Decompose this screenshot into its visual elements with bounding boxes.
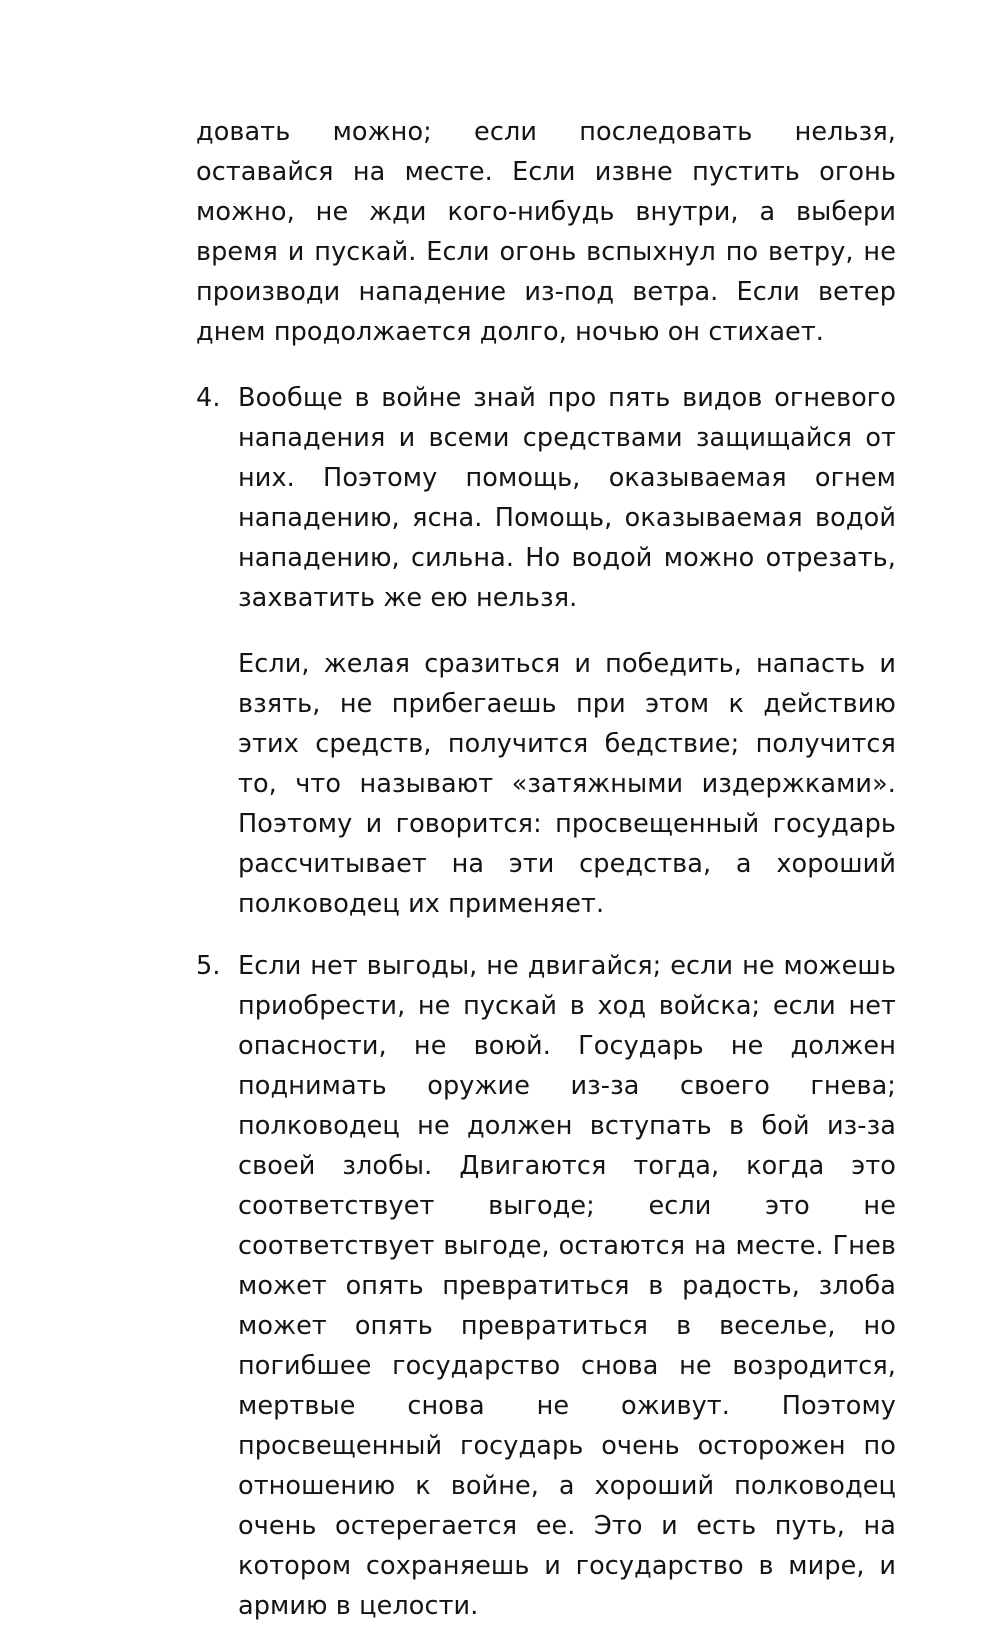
numbered-item-4 [196, 378, 896, 618]
numbered-item-5 [196, 946, 896, 1626]
list-marker: 5. [196, 951, 221, 981]
numbered-item-text: Если нет выгоды, не двигайся; если не можешь приобрести, не пускай в ход войска; если нет опасности, не воюй. Государь не должен поднимать оружие из-за своего гнева; полководец не должен вступать в бой из-за своей злобы. Двигаются тогда, когда это соответствует выгоде; если это не соответствует выгоде, остаются на месте. Гнев может опять превратиться в радость, злоба может опять превратиться в веселье, но погибшее государство снова не возродится, мертвые снова не оживут. Поэтому просвещенный государь очень осторожен по отношению к войне, а хороший полководец очень остерегается ее. Это и есть путь, на котором сохраняешь и государство в мире, и армию в целости. [238, 951, 896, 1621]
paragraph-continuation: довать можно; если последовать нельзя, оставайся на месте. Если извне пустить огонь можно, не жди кого-нибудь внутри, а выбери время и пускай. Если огонь вспыхнул по ветру, не производи нападение из-под ветра. Если ветер днем продолжается долго, ночью он стихает. [196, 117, 896, 347]
sub-paragraph: Если, желая сразиться и победить, напасть и взять, не прибегаешь при этом к действию этих средств, получится бедствие; получится то, что называют «затяжными издержками». Поэтому и говорится: просвещенный государь рассчитывает на эти средства, а хороший полководец их применяет. [238, 649, 896, 919]
text-column [196, 112, 896, 1626]
numbered-item-text: Вообще в войне знай про пять видов огневого нападения и всеми средствами защищайся от них. Поэтому помощь, оказываемая огнем нападению, ясна. Помощь, оказываемая водой нападению, сильна. Но водой можно отрезать, захватить же ею нельзя. [238, 383, 896, 613]
list-marker: 4. [196, 383, 221, 413]
